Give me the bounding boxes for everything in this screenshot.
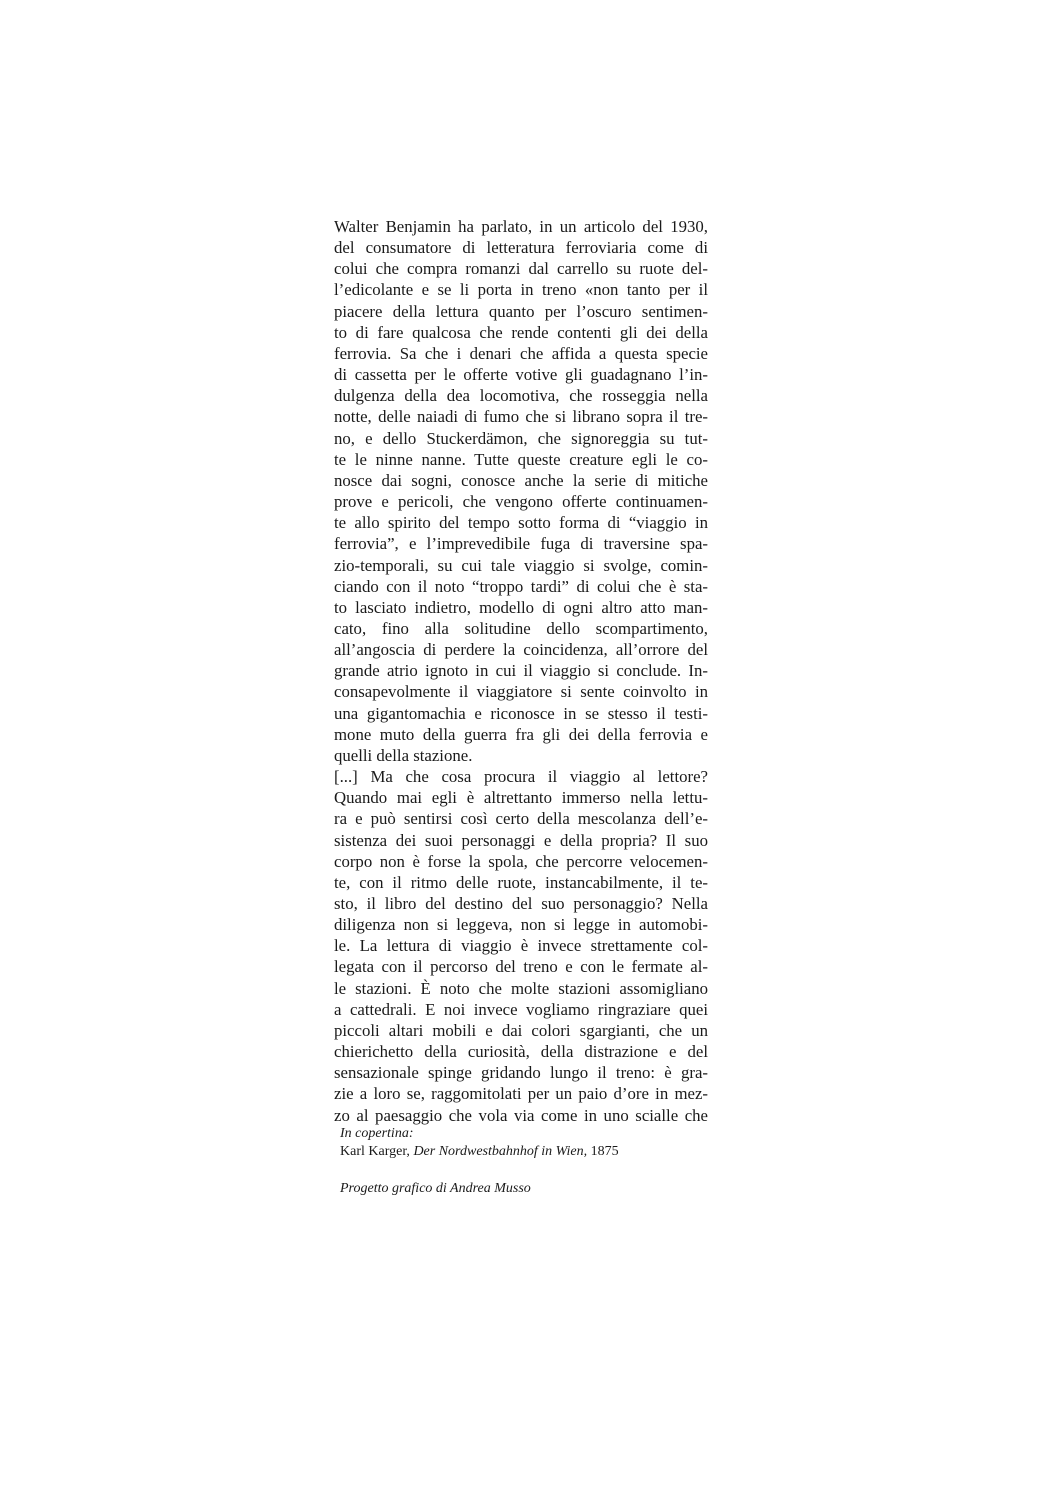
text-line: colui che compra romanzi dal carrello su ruote del-	[334, 259, 708, 279]
cover-credits	[340, 1125, 740, 1161]
text-line: zo al paesaggio che vola via come in uno scialle che	[334, 1105, 708, 1125]
text-line: zie a loro se, raggomitolati per un paio d’ore in mez-	[334, 1084, 708, 1104]
text-line: [...] Ma che cosa procura il viaggio al lettore?	[334, 767, 708, 787]
text-line: te allo spirito del tempo sotto forma di “viaggio in	[334, 513, 708, 533]
text-line: no, e dello Stuckerdämon, che signoreggia su tut-	[334, 428, 708, 448]
text-line: sistenza dei suoi personaggi e della propria? Il suo	[334, 830, 708, 850]
text-line: to lasciato indietro, modello di ogni altro atto man-	[334, 597, 708, 617]
graphic-design-credit: Progetto grafico di Andrea Musso	[340, 1181, 531, 1196]
text-line: legata con il percorso del treno e con le fermate al-	[334, 957, 708, 977]
text-line: piccoli altari mobili e dai colori sgargianti, che un	[334, 1020, 708, 1040]
cover-year: 1875	[590, 1144, 619, 1159]
text-line: Quando mai egli è altrettanto immerso nella lettu-	[334, 788, 708, 808]
cover-author: Karl Karger,	[340, 1144, 410, 1159]
text-line: del consumatore di letteratura ferroviaria come di	[334, 238, 708, 258]
text-line: diligenza non si leggeva, non si legge in automobi-	[334, 915, 708, 935]
text-line: notte, delle naiadi di fumo che si librano sopra il tre-	[334, 407, 708, 427]
text-line: dulgenza della dea locomotiva, che rosseggia nella	[334, 386, 708, 406]
text-line: l’edicolante e se li porta in treno «non tanto per il	[334, 280, 708, 300]
blurb-text	[334, 216, 708, 1126]
text-line: nosce dai sogni, conosce anche la serie di mitiche	[334, 470, 708, 490]
text-line: piacere della lettura quanto per l’oscuro sentimen-	[334, 301, 708, 321]
text-line: consapevolmente il viaggiatore si sente coinvolto in	[334, 682, 708, 702]
text-line: corpo non è forse la spola, che percorre velocemen-	[334, 851, 708, 871]
text-line: prove e pericoli, che vengono offerte continuamen-	[334, 492, 708, 512]
text-line: all’angoscia di perdere la coincidenza, all’orrore del	[334, 640, 708, 660]
text-line: ra e può sentirsi così certo della mescolanza dell’e-	[334, 809, 708, 829]
text-line: una gigantomachia e riconosce in se stesso il testi-	[334, 703, 708, 723]
text-line: di cassetta per le offerte votive gli guadagnano l’in-	[334, 365, 708, 385]
text-line: Walter Benjamin ha parlato, in un articolo del 1930,	[334, 217, 708, 236]
text-line: a cattedrali. E noi invece vogliamo ringraziare quei	[334, 999, 708, 1019]
text-line: sto, il libro del destino del suo personaggio? Nella	[334, 894, 708, 913]
cover-artwork-title: Der Nordwestbahnhof in Wien,	[413, 1144, 588, 1159]
text-line: quelli della stazione.	[334, 745, 473, 765]
text-line: ferrovia. Sa che i denari che affida a questa specie	[334, 343, 708, 363]
text-line: mone muto della guerra fra gli dei della ferrovia e	[334, 724, 708, 744]
text-line: te, con il ritmo delle ruote, instancabilmente, il te-	[334, 872, 708, 892]
text-line: le. La lettura di viaggio è invece strettamente col-	[334, 936, 708, 956]
text-line: te le ninne nanne. Tutte queste creature egli le co-	[334, 449, 708, 469]
text-line: ferrovia”, e l’imprevedibile fuga di traversine spa-	[334, 534, 708, 554]
cover-artwork-credit	[340, 1143, 740, 1161]
text-line: le stazioni. È noto che molte stazioni assomigliano	[334, 978, 708, 998]
text-line: sensazionale spinge gridando lungo il treno: è gra-	[334, 1063, 708, 1083]
text-line: grande atrio ignoto in cui il viaggio si conclude. In-	[334, 661, 708, 681]
text-line: chierichetto della curiosità, della distrazione e del	[334, 1042, 708, 1062]
text-line: zio-temporali, su cui tale viaggio si svolge, comin-	[334, 555, 708, 575]
text-line: cato, fino alla solitudine dello scompartimento,	[334, 618, 708, 638]
text-line: ciando con il noto “troppo tardi” di colui che è sta-	[334, 576, 708, 596]
cover-label: In copertina:	[340, 1126, 414, 1141]
text-line: to di fare qualcosa che rende contenti gli dei della	[334, 322, 708, 342]
